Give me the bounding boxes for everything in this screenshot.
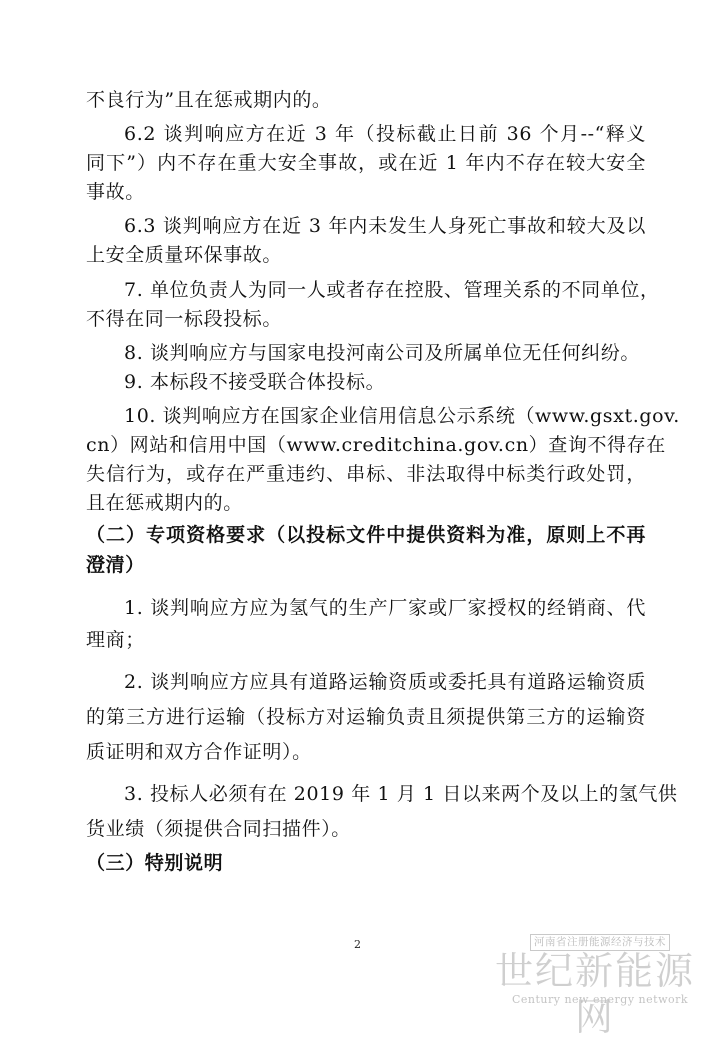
text-line: 上安全质量环保事故。 <box>86 244 283 266</box>
watermark-logo: 世纪新能源网 <box>494 949 695 1039</box>
text-line: 同下”）内不存在重大安全事故，或在近 1 年内不存在较大安全 <box>86 152 646 174</box>
watermark-english: Century new energy network <box>511 993 689 1006</box>
text-line: 质证明和双方合作证明）。 <box>86 741 312 763</box>
text-line: 7. 单位负责人为同一人或者存在控股、管理关系的不同单位， <box>124 279 660 301</box>
text-line: cn）网站和信用中国（www.creditchina.gov.cn）查询不得存在 <box>86 434 666 456</box>
text-line: 6.2 谈判响应方在近 3 年（投标截止日前 36 个月--“释义 <box>124 123 646 145</box>
text-line: 理商； <box>86 629 145 651</box>
section-heading: （二）专项资格要求（以投标文件中提供资料为准，原则上不再 <box>86 524 646 546</box>
text-line: 6.3 谈判响应方在近 3 年内未发生人身死亡事故和较大及以 <box>124 215 646 237</box>
text-line: 不得在同一标段投标。 <box>86 308 283 330</box>
text-line: 10. 谈判响应方在国家企业信用信息公示系统（www.gsxt.gov. <box>124 405 680 427</box>
text-line: 1. 谈判响应方应为氢气的生产厂家或厂家授权的经销商、代 <box>124 597 646 619</box>
text-line: 失信行为，或存在严重违约、串标、非法取得中标类行政处罚， <box>86 463 646 485</box>
text-line: 的第三方进行运输（投标方对运输负责且须提供第三方的运输资 <box>86 706 646 728</box>
text-line: 3. 投标人必须有在 2019 年 1 月 1 日以来两个及以上的氢气供 <box>124 783 678 805</box>
text-line: 9. 本标段不接受联合体投标。 <box>124 371 386 393</box>
text-line: 货业绩（须提供合同扫描件）。 <box>86 818 351 840</box>
text-line: 8. 谈判响应方与国家电投河南公司及所属单位无任何纠纷。 <box>124 342 640 364</box>
section-heading: （三）特别说明 <box>86 852 224 874</box>
text-line: 不良行为”且在惩戒期内的。 <box>86 89 332 111</box>
page-number: 2 <box>354 938 361 951</box>
watermark-box: 河南省注册能源经济与技术 <box>530 934 670 951</box>
text-line: 且在惩戒期内的。 <box>86 492 243 514</box>
section-heading: 澄清） <box>86 554 145 576</box>
text-line: 2. 谈判响应方应具有道路运输资质或委托具有道路运输资质 <box>124 671 646 693</box>
text-line: 事故。 <box>86 181 145 203</box>
